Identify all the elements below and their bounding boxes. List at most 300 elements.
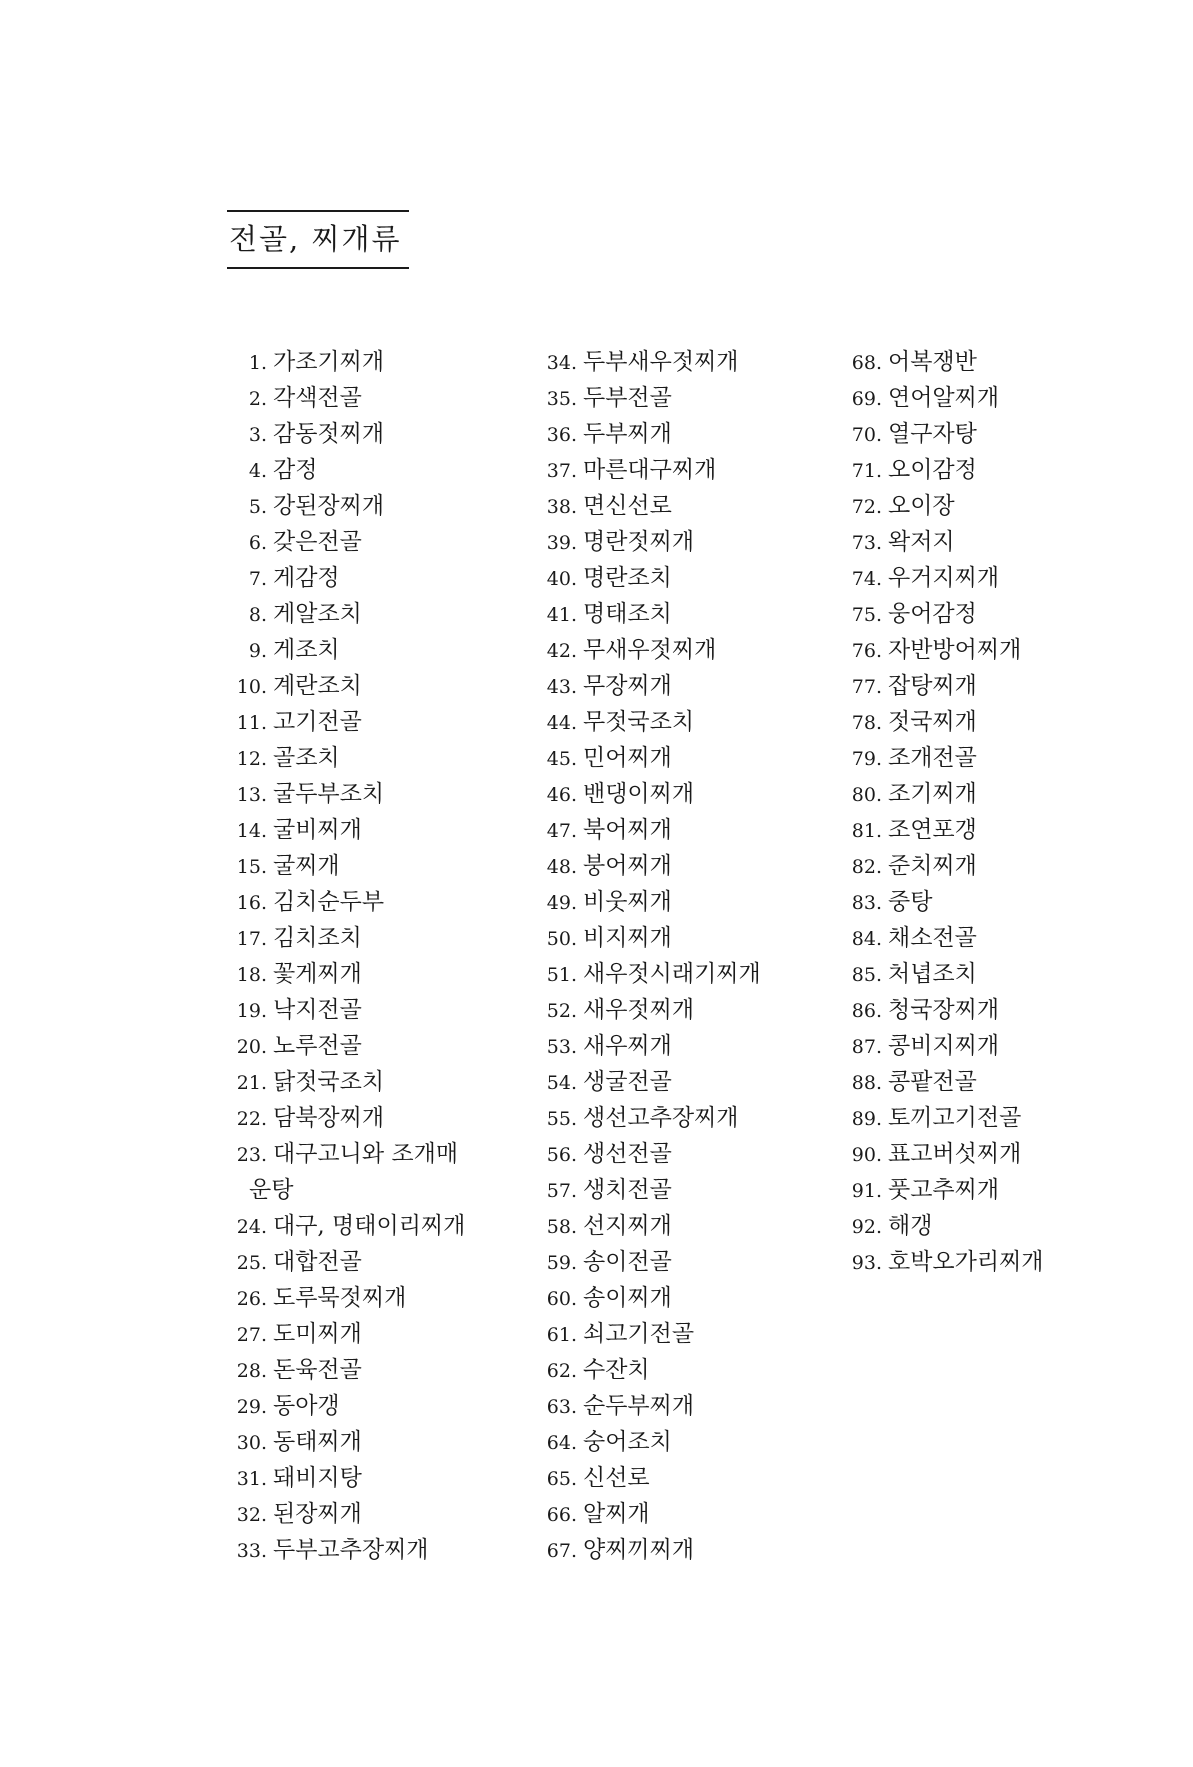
entry-name: 명란조치 — [583, 565, 672, 591]
index-column-3 — [842, 344, 1142, 1280]
entry-label — [273, 1501, 362, 1527]
index-entry — [537, 1316, 827, 1352]
index-entry — [842, 740, 1142, 776]
entry-name: 면신선로 — [583, 493, 672, 519]
entry-number: 56. — [546, 1144, 577, 1166]
index-entry — [842, 1028, 1142, 1064]
index-entry — [842, 920, 1142, 956]
entry-name: 굴찌개 — [273, 853, 340, 879]
entry-label — [273, 601, 362, 627]
entry-label — [583, 349, 739, 375]
index-entry — [842, 1244, 1142, 1280]
index-entry — [227, 992, 527, 1028]
entry-label — [273, 1537, 429, 1563]
entry-name: 어복쟁반 — [888, 349, 977, 375]
index-entry — [227, 632, 527, 668]
entry-name: 굴두부조치 — [273, 781, 385, 807]
entry-label — [888, 1069, 977, 1095]
entry-label — [888, 637, 1021, 663]
entry-number: 83. — [851, 892, 882, 914]
index-entry — [227, 776, 527, 812]
index-entry — [842, 848, 1142, 884]
index-entry — [227, 1028, 527, 1064]
entry-label — [888, 457, 977, 483]
entry-label — [583, 421, 672, 447]
index-entry — [227, 1208, 527, 1244]
index-entry — [537, 1532, 827, 1568]
entry-number: 87. — [851, 1036, 882, 1058]
entry-number: 49. — [546, 892, 577, 914]
entry-label — [273, 1393, 340, 1419]
entry-number: 3. — [248, 424, 267, 446]
entry-name: 강된장찌개 — [273, 493, 385, 519]
entry-number: 73. — [851, 532, 882, 554]
entry-name: 돼비지탕 — [273, 1465, 362, 1491]
index-entry — [842, 704, 1142, 740]
index-entry — [227, 1064, 527, 1100]
entry-number: 82. — [851, 856, 882, 878]
entry-label — [583, 745, 672, 771]
index-entry — [227, 524, 527, 560]
entry-label — [273, 1465, 362, 1491]
index-entry — [842, 560, 1142, 596]
entry-label — [888, 1177, 999, 1203]
entry-name: 마른대구찌개 — [583, 457, 717, 483]
entry-label — [583, 1321, 694, 1347]
entry-number: 32. — [236, 1504, 267, 1526]
entry-label — [273, 1357, 362, 1383]
entry-number: 85. — [851, 964, 882, 986]
entry-number: 59. — [546, 1252, 577, 1274]
index-entry — [537, 488, 827, 524]
entry-name: 송이찌개 — [583, 1285, 672, 1311]
entry-label — [273, 493, 384, 519]
entry-label — [273, 385, 362, 411]
entry-number: 35. — [546, 388, 577, 410]
entry-number: 18. — [236, 964, 267, 986]
entry-number: 1. — [248, 352, 267, 374]
entry-number: 53. — [546, 1036, 577, 1058]
entry-name: 동태찌개 — [273, 1429, 362, 1455]
entry-number: 46. — [546, 784, 577, 806]
entry-name: 해갱 — [888, 1213, 933, 1239]
entry-number: 54. — [546, 1072, 577, 1094]
entry-number: 9. — [248, 640, 267, 662]
entry-name: 양찌끼찌개 — [583, 1537, 695, 1563]
index-entry — [537, 1352, 827, 1388]
entry-name: 조연포갱 — [888, 817, 977, 843]
entry-name: 돈육전골 — [273, 1357, 362, 1383]
index-column-2 — [537, 344, 827, 1568]
entry-label — [888, 565, 999, 591]
index-entry — [842, 596, 1142, 632]
index-entry — [227, 1460, 527, 1496]
entry-number: 57. — [546, 1180, 577, 1202]
entry-name: 생굴전골 — [583, 1069, 672, 1095]
index-entry — [537, 380, 827, 416]
entry-name: 고기전골 — [273, 709, 362, 735]
entry-label — [888, 1213, 932, 1239]
index-entry — [842, 380, 1142, 416]
entry-number: 72. — [851, 496, 882, 518]
entry-number: 47. — [546, 820, 577, 842]
entry-number: 36. — [546, 424, 577, 446]
index-entry — [537, 1172, 827, 1208]
entry-number: 30. — [236, 1432, 267, 1454]
index-entry — [842, 452, 1142, 488]
entry-number: 4. — [248, 460, 267, 482]
entry-name: 담북장찌개 — [273, 1105, 385, 1131]
index-entry — [537, 1028, 827, 1064]
entry-label — [888, 1105, 1021, 1131]
index-entry — [537, 524, 827, 560]
entry-number: 37. — [546, 460, 577, 482]
entry-name: 대합전골 — [273, 1249, 362, 1275]
index-entry — [537, 812, 827, 848]
entry-name: 각색전골 — [273, 385, 362, 411]
index-entry — [227, 1244, 527, 1280]
index-entry — [842, 488, 1142, 524]
entry-label — [273, 349, 384, 375]
entry-name: 송이전골 — [583, 1249, 672, 1275]
entry-label — [888, 385, 999, 411]
entry-name: 풋고추찌개 — [888, 1177, 1000, 1203]
index-entry — [227, 1424, 527, 1460]
entry-number: 48. — [546, 856, 577, 878]
entry-label — [273, 1213, 465, 1239]
index-entry — [842, 1208, 1142, 1244]
entry-number: 14. — [236, 820, 267, 842]
index-entry — [842, 416, 1142, 452]
entry-name: 새우젓찌개 — [583, 997, 695, 1023]
entry-label — [583, 385, 672, 411]
entry-number: 25. — [236, 1252, 267, 1274]
entry-name: 계란조치 — [273, 673, 362, 699]
entry-number: 23. — [236, 1144, 267, 1166]
index-entry — [537, 344, 827, 380]
index-entry — [537, 1424, 827, 1460]
entry-name: 북어찌개 — [583, 817, 672, 843]
index-entry — [537, 632, 827, 668]
entry-name: 생치전골 — [583, 1177, 672, 1203]
entry-number: 55. — [546, 1108, 577, 1130]
index-entry — [537, 1244, 827, 1280]
entry-number: 70. — [851, 424, 882, 446]
entry-name: 감정 — [273, 457, 318, 483]
index-entry — [537, 560, 827, 596]
section-title: 전골, 찌개류 — [227, 210, 409, 269]
entry-name: 수잔치 — [583, 1357, 650, 1383]
entry-number: 84. — [851, 928, 882, 950]
index-entry — [227, 812, 527, 848]
index-entry — [537, 1280, 827, 1316]
entry-number: 44. — [546, 712, 577, 734]
entry-number: 42. — [546, 640, 577, 662]
entry-label — [583, 817, 672, 843]
index-entry — [227, 488, 527, 524]
entry-number: 50. — [546, 928, 577, 950]
index-entry — [227, 416, 527, 452]
entry-number: 68. — [851, 352, 882, 374]
entry-number: 77. — [851, 676, 882, 698]
entry-name: 낙지전골 — [273, 997, 362, 1023]
index-entry — [537, 740, 827, 776]
entry-label — [273, 781, 384, 807]
entry-number: 22. — [236, 1108, 267, 1130]
entry-number: 81. — [851, 820, 882, 842]
entry-name: 조기찌개 — [888, 781, 977, 807]
entry-label — [583, 1033, 672, 1059]
index-entry — [227, 848, 527, 884]
index-entry — [227, 884, 527, 920]
entry-name: 잡탕찌개 — [888, 673, 977, 699]
entry-name: 조개전골 — [888, 745, 977, 771]
entry-name: 젓국찌개 — [888, 709, 977, 735]
entry-name: 준치찌개 — [888, 853, 977, 879]
entry-name: 새우젓시래기찌개 — [583, 961, 761, 987]
entry-name: 우거지찌개 — [888, 565, 1000, 591]
index-entry — [537, 776, 827, 812]
entry-name: 호박오가리찌개 — [888, 1249, 1044, 1275]
index-entry — [227, 1496, 527, 1532]
entry-label — [273, 853, 340, 879]
entry-label — [273, 997, 362, 1023]
entry-label — [273, 889, 384, 915]
entry-name: 두부고추장찌개 — [273, 1537, 429, 1563]
entry-number: 64. — [546, 1432, 577, 1454]
entry-label — [273, 1429, 362, 1455]
entry-name: 자반방어찌개 — [888, 637, 1022, 663]
entry-label — [583, 1141, 672, 1167]
index-entry — [537, 848, 827, 884]
entry-label — [273, 457, 317, 483]
entry-number: 92. — [851, 1216, 882, 1238]
entry-name: 감동젓찌개 — [273, 421, 385, 447]
entry-name: 두부찌개 — [583, 421, 672, 447]
entry-name: 오이감정 — [888, 457, 977, 483]
entry-number: 27. — [236, 1324, 267, 1346]
entry-label — [273, 961, 362, 987]
entry-label — [583, 1069, 672, 1095]
index-entry — [227, 920, 527, 956]
entry-number: 33. — [236, 1540, 267, 1562]
index-entry — [227, 560, 527, 596]
entry-label — [583, 1501, 650, 1527]
entry-number: 8. — [248, 604, 267, 626]
index-entry — [537, 596, 827, 632]
entry-number: 40. — [546, 568, 577, 590]
entry-label — [273, 709, 362, 735]
index-entry — [537, 1100, 827, 1136]
entry-label — [888, 781, 977, 807]
entry-label — [888, 997, 999, 1023]
entry-label — [583, 493, 672, 519]
entry-label — [583, 781, 694, 807]
entry-number: 11. — [236, 712, 267, 734]
index-entry — [227, 668, 527, 704]
entry-name: 선지찌개 — [583, 1213, 672, 1239]
index-entry — [537, 920, 827, 956]
entry-name: 알찌개 — [583, 1501, 650, 1527]
entry-name: 콩비지찌개 — [888, 1033, 1000, 1059]
entry-label — [273, 637, 340, 663]
entry-label — [888, 529, 955, 555]
entry-name: 무새우젓찌개 — [583, 637, 717, 663]
entry-label — [888, 1141, 1021, 1167]
entry-name: 동아갱 — [273, 1393, 340, 1419]
entry-number: 15. — [236, 856, 267, 878]
entry-name: 열구자탕 — [888, 421, 977, 447]
entry-number: 91. — [851, 1180, 882, 1202]
entry-number: 21. — [236, 1072, 267, 1094]
index-entry — [842, 344, 1142, 380]
index-entry — [227, 1136, 527, 1208]
index-entry — [842, 1100, 1142, 1136]
entry-number: 76. — [851, 640, 882, 662]
index-entry — [227, 596, 527, 632]
entry-label — [273, 1033, 362, 1059]
entry-name: 명태조치 — [583, 601, 672, 627]
entry-name: 가조기찌개 — [273, 349, 385, 375]
entry-label — [583, 601, 672, 627]
entry-name: 민어찌개 — [583, 745, 672, 771]
entry-label — [273, 1285, 406, 1311]
index-entry — [537, 956, 827, 992]
entry-name: 붕어찌개 — [583, 853, 672, 879]
index-entry — [227, 740, 527, 776]
entry-label — [583, 1429, 672, 1455]
entry-label — [583, 1393, 694, 1419]
entry-name: 꽃게찌개 — [273, 961, 362, 987]
entry-number: 17. — [236, 928, 267, 950]
entry-number: 2. — [248, 388, 267, 410]
entry-name: 쇠고기전골 — [583, 1321, 695, 1347]
index-entry — [842, 956, 1142, 992]
entry-number: 10. — [236, 676, 267, 698]
entry-number: 29. — [236, 1396, 267, 1418]
entry-name: 생선고추장찌개 — [583, 1105, 739, 1131]
entry-label — [888, 493, 955, 519]
entry-number: 78. — [851, 712, 882, 734]
index-entry — [842, 992, 1142, 1028]
index-entry — [537, 1136, 827, 1172]
entry-name: 두부전골 — [583, 385, 672, 411]
entry-label — [273, 673, 362, 699]
entry-number: 62. — [546, 1360, 577, 1382]
entry-name-continuation: 운탕 — [249, 1177, 294, 1203]
entry-number: 24. — [236, 1216, 267, 1238]
entry-number: 75. — [851, 604, 882, 626]
entry-label — [583, 889, 672, 915]
entry-name: 김치조치 — [273, 925, 362, 951]
index-entry — [842, 812, 1142, 848]
entry-name: 게조치 — [273, 637, 340, 663]
index-entry — [537, 1388, 827, 1424]
entry-label — [888, 709, 977, 735]
index-entry — [227, 344, 527, 380]
entry-name: 도미찌개 — [273, 1321, 362, 1347]
entry-name: 무젓국조치 — [583, 709, 695, 735]
entry-label — [888, 421, 977, 447]
entry-name: 갖은전골 — [273, 529, 362, 555]
entry-name: 골조치 — [273, 745, 340, 771]
index-entry — [537, 1208, 827, 1244]
entry-name: 청국장찌개 — [888, 997, 1000, 1023]
entry-label — [583, 1537, 694, 1563]
entry-name: 채소전골 — [888, 925, 977, 951]
entry-number: 74. — [851, 568, 882, 590]
entry-name: 닭젓국조치 — [273, 1069, 385, 1095]
entry-label — [583, 637, 716, 663]
index-entry — [842, 1172, 1142, 1208]
index-entry — [227, 956, 527, 992]
entry-name: 게감정 — [273, 565, 340, 591]
entry-number: 80. — [851, 784, 882, 806]
index-entry — [842, 1136, 1142, 1172]
entry-number: 67. — [546, 1540, 577, 1562]
entry-label — [583, 1357, 650, 1383]
entry-name: 오이장 — [888, 493, 955, 519]
entry-number: 89. — [851, 1108, 882, 1130]
entry-label — [273, 745, 340, 771]
entry-name: 연어알찌개 — [888, 385, 1000, 411]
entry-label — [888, 853, 977, 879]
entry-label — [273, 1249, 362, 1275]
entry-number: 66. — [546, 1504, 577, 1526]
entry-number: 7. — [248, 568, 267, 590]
entry-name: 굴비찌개 — [273, 817, 362, 843]
entry-number: 5. — [248, 496, 267, 518]
index-entry — [842, 1064, 1142, 1100]
entry-label — [583, 1249, 672, 1275]
entry-name: 노루전골 — [273, 1033, 362, 1059]
index-entry — [227, 1532, 527, 1568]
entry-name: 김치순두부 — [273, 889, 385, 915]
index-entry — [842, 668, 1142, 704]
entry-label — [583, 1213, 672, 1239]
entry-number: 38. — [546, 496, 577, 518]
entry-number: 60. — [546, 1288, 577, 1310]
entry-number: 6. — [248, 532, 267, 554]
entry-label — [273, 529, 362, 555]
entry-label — [888, 817, 977, 843]
entry-name: 왁저지 — [888, 529, 955, 555]
entry-number: 58. — [546, 1216, 577, 1238]
entry-number: 28. — [236, 1360, 267, 1382]
entry-label — [888, 1033, 999, 1059]
entry-label — [273, 817, 362, 843]
index-entry — [842, 776, 1142, 812]
entry-label — [273, 1105, 384, 1131]
entry-number: 12. — [236, 748, 267, 770]
entry-name: 표고버섯찌개 — [888, 1141, 1022, 1167]
index-entry — [842, 524, 1142, 560]
entry-label — [583, 1465, 650, 1491]
index-entry — [537, 1496, 827, 1532]
entry-number: 69. — [851, 388, 882, 410]
entry-number: 19. — [236, 1000, 267, 1022]
entry-label — [273, 421, 384, 447]
entry-name: 게알조치 — [273, 601, 362, 627]
entry-name: 생선전골 — [583, 1141, 672, 1167]
index-entry — [537, 884, 827, 920]
entry-number: 93. — [851, 1252, 882, 1274]
entry-name: 신선로 — [583, 1465, 650, 1491]
entry-name: 두부새우젓찌개 — [583, 349, 739, 375]
entry-label — [888, 889, 932, 915]
entry-label — [888, 601, 977, 627]
index-entry — [227, 380, 527, 416]
